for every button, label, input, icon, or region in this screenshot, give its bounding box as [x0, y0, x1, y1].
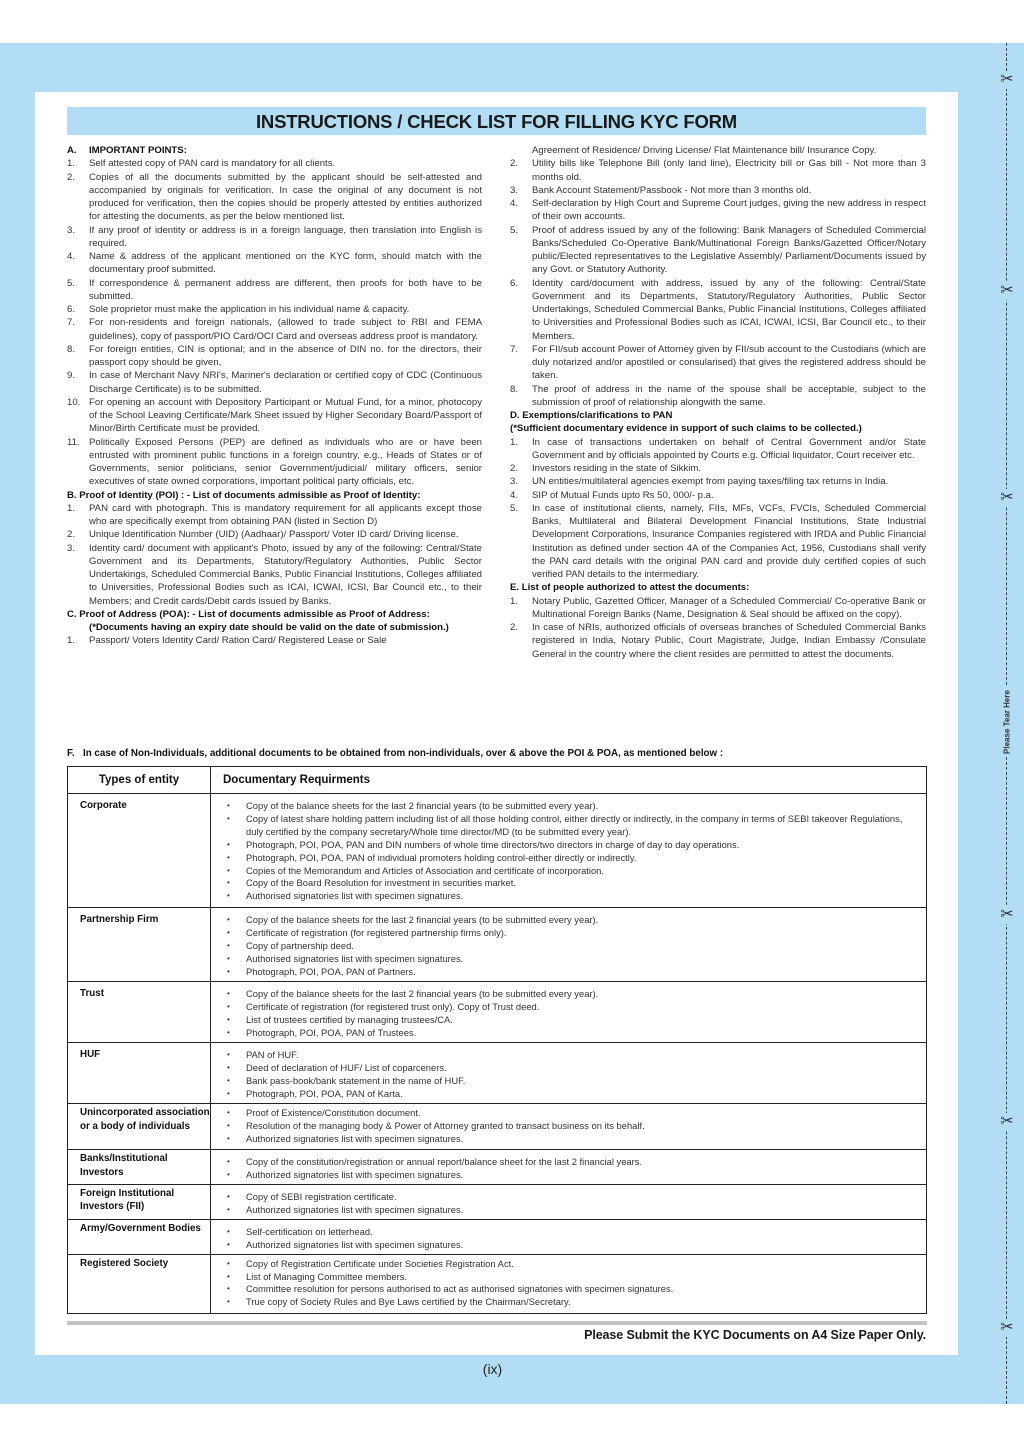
document-requirement: • Authorised signatories list with specimen signatures.: [227, 953, 916, 966]
list-item: [510, 462, 926, 475]
item-text: PAN card with photograph. This is mandatory requirement for all applicants except those who are specifically exempt from obtaining PAN (listed in Section D): [89, 502, 482, 527]
entity-type-cell: Trust: [68, 982, 211, 1043]
list-item: [67, 542, 482, 608]
document-requirement: • Copy of the constitution/registration or annual report/balance sheet for the last 2 financial years.: [227, 1156, 916, 1169]
scissors-icon: ✂: [998, 282, 1016, 300]
list-item: [510, 621, 926, 661]
scissors-icon: ✂: [998, 489, 1016, 507]
left-column: [67, 144, 482, 648]
item-text: Notary Public, Gazetted Officer, Manager of a Scheduled Commercial/ Co-operative Bank or Multinational Foreign Banks (Name, Designation & Seal should be affixed on the copy).: [532, 595, 926, 620]
item-number: 2.: [510, 622, 519, 633]
item-text: For opening an account with Depository Participant or Mutual Fund, for a minor, photocopy of the School Leaving Certificate/Mark Sheet issued by Higher Secondary Board/Passport of Minor/Birth Certificate must be provided.: [89, 396, 482, 435]
document-requirement: • Authorized signatories list with specimen signatures.: [227, 1133, 916, 1146]
documents-cell: [211, 1184, 927, 1219]
list-item: [67, 157, 482, 170]
item-text: Bank Account Statement/Passbook - Not more than 3 months old.: [532, 184, 812, 196]
document-requirement: • Certificate of registration (for registered partnership firms only).: [227, 927, 916, 940]
list-item: [67, 316, 482, 343]
item-number: 1.: [510, 436, 519, 448]
entity-type-cell: Corporate: [68, 794, 211, 908]
document-requirement: • Authorized signatories list with specimen signatures.: [227, 1204, 916, 1217]
section-c-heading: C. Proof of Address (POA): - List of documents admissible as Proof of Address:: [67, 608, 430, 620]
header-types-of-entity: Types of entity: [68, 767, 211, 794]
document-requirement: • Photograph, POI, POA, PAN of individual promoters holding control-either directly or indirectly.: [227, 852, 916, 865]
scissors-icon: ✂: [998, 906, 1016, 924]
section-b-list: [67, 502, 482, 608]
item-number: 9.: [67, 370, 76, 382]
submit-note: Please Submit the KYC Documents on A4 Size Paper Only.: [584, 1328, 926, 1342]
item-text: If any proof of identity or address is in a foreign language, then translation into English is required.: [89, 224, 482, 249]
divider: [67, 1321, 927, 1325]
list-item: [510, 144, 926, 157]
section-a-heading: A. IMPORTANT POINTS:: [67, 145, 187, 156]
entity-type-cell: Partnership Firm: [68, 908, 211, 982]
section-d-heading: D. Exemptions/clarifications to PAN: [510, 410, 673, 421]
item-text: Identity card/ document with applicant's Photo, issued by any of the following: Central/State Government and its Departments, Statutory/Regulatory Authorities, Public Sector Undertakings, Scheduled Commercial Banks, Public Financial Institutions, Colleges affiliated to Universities, Professional Bodies such as ICAI, ICWAI, ICSI, Bar Council etc., to their Members; and Credit cards/Debit cards issued by Banks.: [89, 542, 482, 607]
item-number: 1.: [67, 502, 76, 514]
table-row: [68, 1219, 927, 1254]
item-text: If correspondence & permanent address are different, then proofs for both have to be submitted.: [89, 277, 482, 302]
item-number: 1.: [510, 595, 519, 607]
item-text: In case of NRIs, authorized officials of overseas branches of Scheduled Commercial Banks registered in India, Notary Public, Court Magistrate, Judge, Indian Embassy /Consulate General in the country where the client resides are permitted to attest the documents.: [532, 622, 926, 660]
item-number: 2.: [67, 529, 76, 541]
item-text: Utility bills like Telephone Bill (only land line), Electricity bill or Gas bill - Not more than 3 months old.: [532, 158, 926, 183]
section-c-note: (*Documents having an expiry date should be valid on the date of submission.): [89, 622, 449, 633]
list-item: [67, 171, 482, 224]
section-d-list: [510, 436, 926, 582]
document-requirement: • Copies of the Memorandum and Articles of Association and certificate of incorporation.: [227, 865, 916, 878]
item-number: 6.: [510, 277, 519, 289]
entity-type-cell: Foreign Institutional Investors (FII): [68, 1184, 211, 1219]
scissors-icon: ✂: [998, 1113, 1016, 1131]
item-text: In case of transactions undertaken on behalf of Central Government and/or State Government and by officials appointed by Courts e.g. Official liquidator, Court receiver etc.: [532, 436, 926, 461]
list-item: [510, 502, 926, 582]
item-text: Politically Exposed Persons (PEP) are defined as individuals who are or have been entrusted with prominent public functions in a foreign country, e.g., Heads of States or of Governments, senior politicians, senior Government/judicial/ military officers, senior executives of state owned corporations, important political party officials, etc.: [89, 436, 482, 488]
entity-type-cell: Banks/Institutional Investors: [68, 1150, 211, 1185]
list-item: [510, 343, 926, 383]
item-number: 2.: [510, 158, 519, 170]
item-text: Sole proprietor must make the application in his individual name & capacity.: [89, 304, 410, 315]
list-item: [67, 634, 482, 647]
table-row: [68, 1184, 927, 1219]
item-number: 8.: [67, 343, 76, 355]
item-text: Self-declaration by High Court and Supreme Court judges, giving the new address in respect of their own accounts.: [532, 198, 926, 223]
document-requirement: • Self-certification on letterhead.: [227, 1226, 916, 1239]
section-f-heading: F. In case of Non-Individuals, additional documents to be obtained from non-individuals, over & above the POI & POA, as mentioned below :: [67, 748, 724, 759]
item-number: 3.: [67, 542, 76, 554]
document-requirement: • Resolution of the managing body & Power of Attorney granted to transact business on its behalf.: [227, 1120, 916, 1133]
table-row: [68, 1254, 927, 1313]
document-requirement: • Authorized signatories list with specimen signatures.: [227, 1239, 916, 1252]
list-item: [510, 224, 926, 277]
item-number: 2.: [510, 463, 519, 474]
document-requirement: • Photograph, POI, POA, PAN of Partners.: [227, 966, 916, 979]
list-item: [510, 383, 926, 410]
item-number: 4.: [510, 489, 519, 501]
documents-cell: [211, 794, 927, 908]
document-requirement: • Copy of Registration Certificate under Societies Registration Act.: [227, 1258, 916, 1271]
list-item: [67, 224, 482, 251]
section-c-list-start: [67, 634, 482, 647]
section-a-list: [67, 157, 482, 488]
document-requirement: • Photograph, POI, POA, PAN and DIN numbers of whole time directors/two directors in charge of day to day operations.: [227, 839, 916, 852]
document-requirement: • Copy of the balance sheets for the last 2 financial years (to be submitted every year).: [227, 988, 916, 1001]
document-requirement: • Bank pass-book/bank statement in the name of HUF.: [227, 1075, 916, 1088]
document-requirement: • Proof of Existence/Constitution document.: [227, 1107, 916, 1120]
item-text: Proof of address issued by any of the following: Bank Managers of Scheduled Commercial Banks/Scheduled Co-Operative Bank/Multinational Foreign Banks/Gazetted Officer/Notary public/Elected representatives to the Legislative Assembly/ Parliament/Documents issued by any Govt. or Statutory Authority.: [532, 224, 926, 276]
entity-type-cell: Registered Society: [68, 1254, 211, 1313]
document-requirement: • Copy of partnership deed.: [227, 940, 916, 953]
table-row: [68, 908, 927, 982]
item-number: 1.: [67, 635, 76, 647]
list-item: [67, 277, 482, 304]
list-item: [67, 502, 482, 529]
document-requirement: • Photograph, POI, POA, PAN of Trustees.: [227, 1027, 916, 1040]
list-item: [67, 303, 482, 316]
page-title: INSTRUCTIONS / CHECK LIST FOR FILLING KYC FORM: [255, 111, 738, 132]
list-item: [510, 475, 926, 488]
document-requirement: • PAN of HUF.: [227, 1049, 916, 1062]
section-e-list: [510, 595, 926, 661]
document-requirement: • Copy of latest share holding pattern including list of all those holding control, either directly or indirectly, in the company in terms of SEBI takeover Regulations, duly certified by the company secretary/Whole time director/MD (to be submitted every year).: [227, 813, 916, 839]
item-number: 3.: [510, 476, 519, 488]
item-text: SIP of Mutual Funds upto Rs 50, 000/- p.a.: [532, 489, 714, 501]
tear-here-label: Please Tear Here: [1003, 687, 1012, 757]
scissors-icon: ✂: [998, 1319, 1016, 1337]
list-item: [67, 343, 482, 370]
item-text: The proof of address in the name of the spouse shall be acceptable, subject to the submission of proof of relationship alongwith the same.: [532, 383, 926, 408]
table-row: [68, 1043, 927, 1104]
documents-cell: [211, 1104, 927, 1150]
document-requirement: • Photograph, POI, POA, PAN of Karta.: [227, 1088, 916, 1101]
list-item: [67, 436, 482, 489]
document-requirement: • Authorized signatories list with specimen signatures.: [227, 1169, 916, 1182]
documents-cell: [211, 1254, 927, 1313]
right-column: [510, 144, 926, 661]
item-number: 4.: [510, 198, 519, 209]
item-text: For foreign entities, CIN is optional; and in the absence of DIN no. for the directors, their passport copy should be given.: [89, 343, 482, 368]
item-number: 2.: [67, 171, 76, 183]
document-requirement: • Copy of the Board Resolution for investment in securities market.: [227, 877, 916, 890]
section-c-list-continued: [510, 144, 926, 409]
item-number: 1.: [67, 158, 76, 170]
item-number: 3.: [67, 224, 76, 236]
table-row: [68, 1104, 927, 1150]
item-number: 4.: [67, 251, 76, 262]
item-text: For non-residents and foreign nationals, (allowed to trade subject to RBI and FEMA guidelines), copy of passport/PIO Card/OCI Card and overseas address proof is mandatory.: [89, 317, 482, 342]
page-number: (ix): [482, 1361, 503, 1377]
document-requirement: • Authorised signatories list with specimen signatures.: [227, 890, 916, 903]
list-item: [67, 369, 482, 396]
document-requirement: • True copy of Society Rules and Bye Laws certified by the Chairman/Secretary.: [227, 1296, 916, 1309]
list-item: [510, 184, 926, 197]
item-number: 5.: [510, 224, 519, 236]
section-e-heading: E. List of people authorized to attest the documents:: [510, 582, 750, 594]
item-number: 5.: [67, 277, 76, 289]
item-number: 7.: [510, 343, 519, 355]
item-text: In case of institutional clients, namely, FIIs, MFs, VCFs, FVCIs, Scheduled Commercial Banks, Multilateral and Bilateral Development Financial Institutions, State Industrial Development Corporations, Insurance Companies registered with IRDA and Public Financial Institution as defined under section 4A of the Companies Act, 1956, Custodians shall verify the PAN card details with the original PAN card and provide duly certified copies of such verified PAN details to the intermediary.: [532, 502, 926, 580]
list-item: [510, 197, 926, 224]
documents-cell: [211, 982, 927, 1043]
list-item: [67, 250, 482, 277]
documents-cell: [211, 1043, 927, 1104]
section-b-heading: B. Proof of Identity (POI) : - List of documents admissible as Proof of Identity:: [67, 489, 421, 501]
entity-type-cell: Unincorporated association or a body of individuals: [68, 1104, 211, 1150]
table-row: [68, 982, 927, 1043]
document-requirement: • Committee resolution for persons authorised to act as authorised signatories with specimen signatures.: [227, 1283, 916, 1296]
list-item: [510, 277, 926, 343]
item-text: Identity card/document with address, issued by any of the following: Central/State Government and its Departments, Statutory/Regulatory Authorities, Public Sector Undertakings, Scheduled Commercial Banks, Public Financial Institutions, Colleges affiliated to Universities and Professional Bodies such as ICAI, ICWAI, ICSI, Bar Council etc., to their Members.: [532, 277, 926, 342]
item-number: 7.: [67, 317, 76, 329]
document-requirement: • List of trustees certified by managing trustees/CA.: [227, 1014, 916, 1027]
item-text: Self attested copy of PAN card is mandatory for all clients.: [89, 158, 336, 170]
item-number: 11.: [67, 436, 80, 448]
table-row: [68, 794, 927, 908]
table-header-row: [68, 767, 927, 794]
item-number: 10.: [67, 396, 81, 408]
document-requirement: • List of Managing Committee members.: [227, 1271, 916, 1284]
document-requirement: • Copy of SEBI registration certificate.: [227, 1191, 916, 1204]
list-item: [510, 157, 926, 184]
item-text: Unique Identification Number (UID) (Aadhaar)/ Passport/ Voter ID card/ Driving license.: [89, 529, 459, 541]
item-number: 8.: [510, 383, 519, 395]
list-item: [510, 489, 926, 502]
documents-cell: [211, 1150, 927, 1185]
header-documentary-requirements: Documentary Requirments: [211, 767, 927, 794]
item-text: UN entities/multilateral agencies exempt from paying taxes/filing tax returns in India.: [532, 476, 889, 488]
entity-type-cell: HUF: [68, 1043, 211, 1104]
list-item: [510, 436, 926, 463]
item-text: For FII/sub account Power of Attorney given by FII/sub account to the Custodians (which are duly notarized and/or apostiled or consularised) that gives the registered address should be taken.: [532, 343, 926, 382]
documents-cell: [211, 908, 927, 982]
list-item: [510, 595, 926, 622]
item-number: 5.: [510, 502, 519, 514]
title-bar: [67, 107, 926, 135]
document-requirement: • Copy of the balance sheets for the last 2 financial years (to be submitted every year).: [227, 800, 916, 813]
item-number: 3.: [510, 184, 519, 196]
table-row: [68, 1150, 927, 1185]
document-requirement: • Copy of the balance sheets for the last 2 financial years (to be submitted every year).: [227, 914, 916, 927]
scissors-icon: ✂: [998, 71, 1016, 89]
item-text: Name & address of the applicant mentioned on the KYC form, should match with the documentary proof submitted.: [89, 251, 482, 276]
item-text: Investors residing in the state of Sikkim.: [532, 463, 702, 474]
document-requirement: • Deed of declaration of HUF/ List of coparceners.: [227, 1062, 916, 1075]
item-text: Copies of all the documents submitted by the applicant should be self-attested and accompanied by originals for verification. In case the original of any document is not produced for verification, then the copies should be properly attested by entities authorized for attesting the documents, as per the below mentioned list.: [89, 171, 482, 223]
documents-cell: [211, 1219, 927, 1254]
item-text: Passport/ Voters Identity Card/ Ration Card/ Registered Lease or Sale: [89, 635, 387, 647]
entity-type-cell: Army/Government Bodies: [68, 1219, 211, 1254]
item-text: Agreement of Residence/ Driving License/ Flat Maintenance bill/ Insurance Copy.: [532, 145, 877, 156]
item-text: In case of Merchant Navy NRI's, Mariner's declaration or certified copy of CDC (Continuous Discharge Certificate) is to be submitted.: [89, 370, 482, 395]
item-number: 6.: [67, 304, 76, 315]
list-item: [67, 528, 482, 541]
list-item: [67, 396, 482, 436]
entity-documents-table: [67, 766, 927, 1314]
section-d-note: (*Sufficient documentary evidence in support of such claims to be collected.): [510, 423, 862, 435]
document-requirement: • Certificate of registration (for registered trust only). Copy of Trust deed.: [227, 1001, 916, 1014]
